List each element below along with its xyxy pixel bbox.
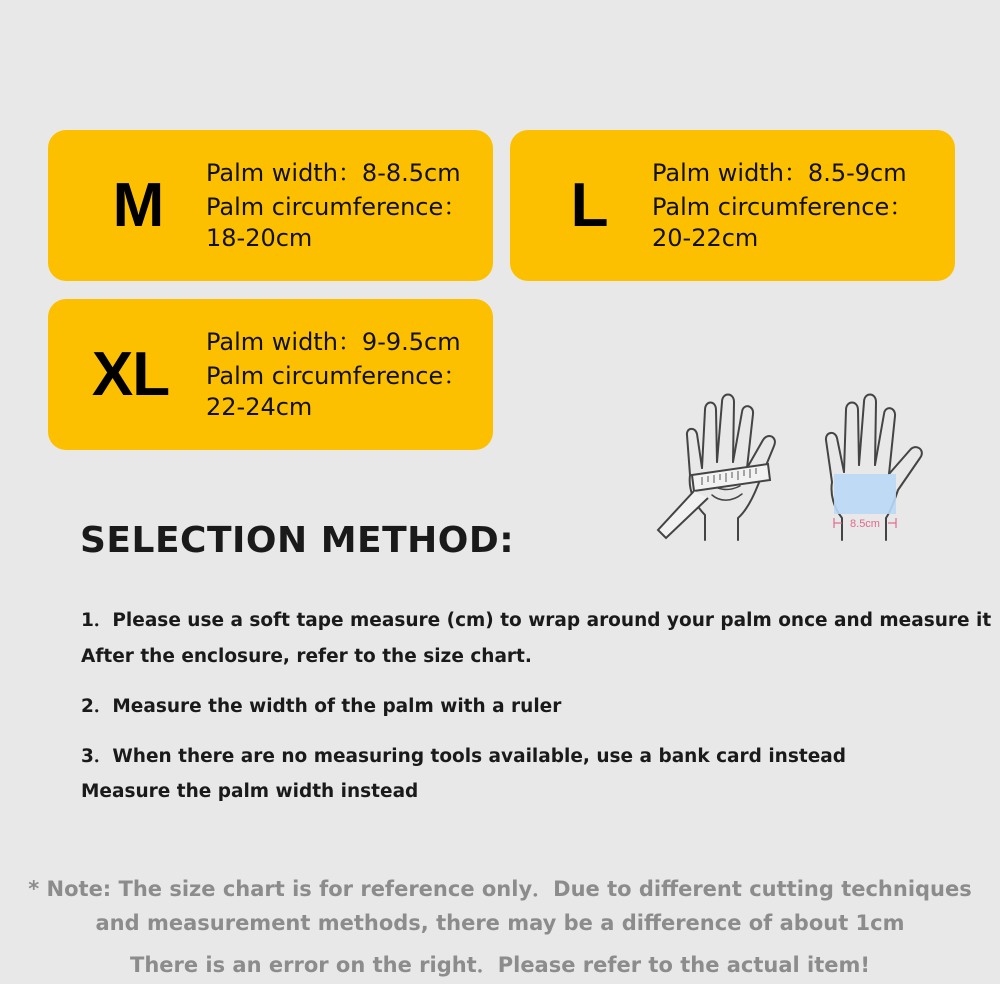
size-card-l: [510, 130, 955, 281]
palm-circumference-label: Palm circumference：: [652, 193, 914, 221]
size-label: M: [112, 171, 164, 240]
step-2: 2．Measure the width of the palm with a ruler: [81, 696, 562, 717]
palm-circumference-value: 18-20cm: [206, 224, 313, 252]
note-line-3: There is an error on the right．Please refer to the actual item!: [130, 953, 870, 977]
size-label: L: [570, 171, 608, 240]
palm-width: Palm width：8.5-9cm: [652, 159, 907, 187]
tape-measure-icon: [658, 464, 770, 538]
size-card-xl: [48, 299, 493, 450]
step-1-continued: After the enclosure, refer to the size chart.: [81, 646, 532, 667]
step-1: 1．Please use a soft tape measure (cm) to wrap around your palm once and measure it: [81, 610, 992, 631]
selection-method-title: SELECTION METHOD:: [80, 520, 515, 561]
palm-width: Palm width：8-8.5cm: [206, 159, 461, 187]
size-label: XL: [91, 340, 170, 409]
size-info: [206, 156, 467, 252]
step-3-continued: Measure the palm width instead: [81, 781, 419, 802]
step-3: 3．When there are no measuring tools available, use a bank card instead: [81, 746, 846, 767]
hand-measurement-illustration: [650, 390, 950, 550]
palm-width: Palm width：9-9.5cm: [206, 328, 461, 356]
palm-circumference-label: Palm circumference：: [206, 193, 468, 221]
palm-width-highlight: [834, 474, 896, 514]
size-info: [206, 325, 467, 421]
palm-circumference-value: 20-22cm: [652, 224, 759, 252]
palm-circumference-value: 22-24cm: [206, 393, 313, 421]
size-card-m: [48, 130, 493, 281]
size-info: [652, 156, 913, 252]
palm-width-measure-label: 8.5cm: [850, 518, 880, 530]
note-line-1: * Note: The size chart is for reference only．Due to different cutting techniques: [28, 877, 972, 901]
note-line-2: and measurement methods, there may be a difference of about 1cm: [95, 911, 905, 935]
palm-circumference-label: Palm circumference：: [206, 362, 468, 390]
